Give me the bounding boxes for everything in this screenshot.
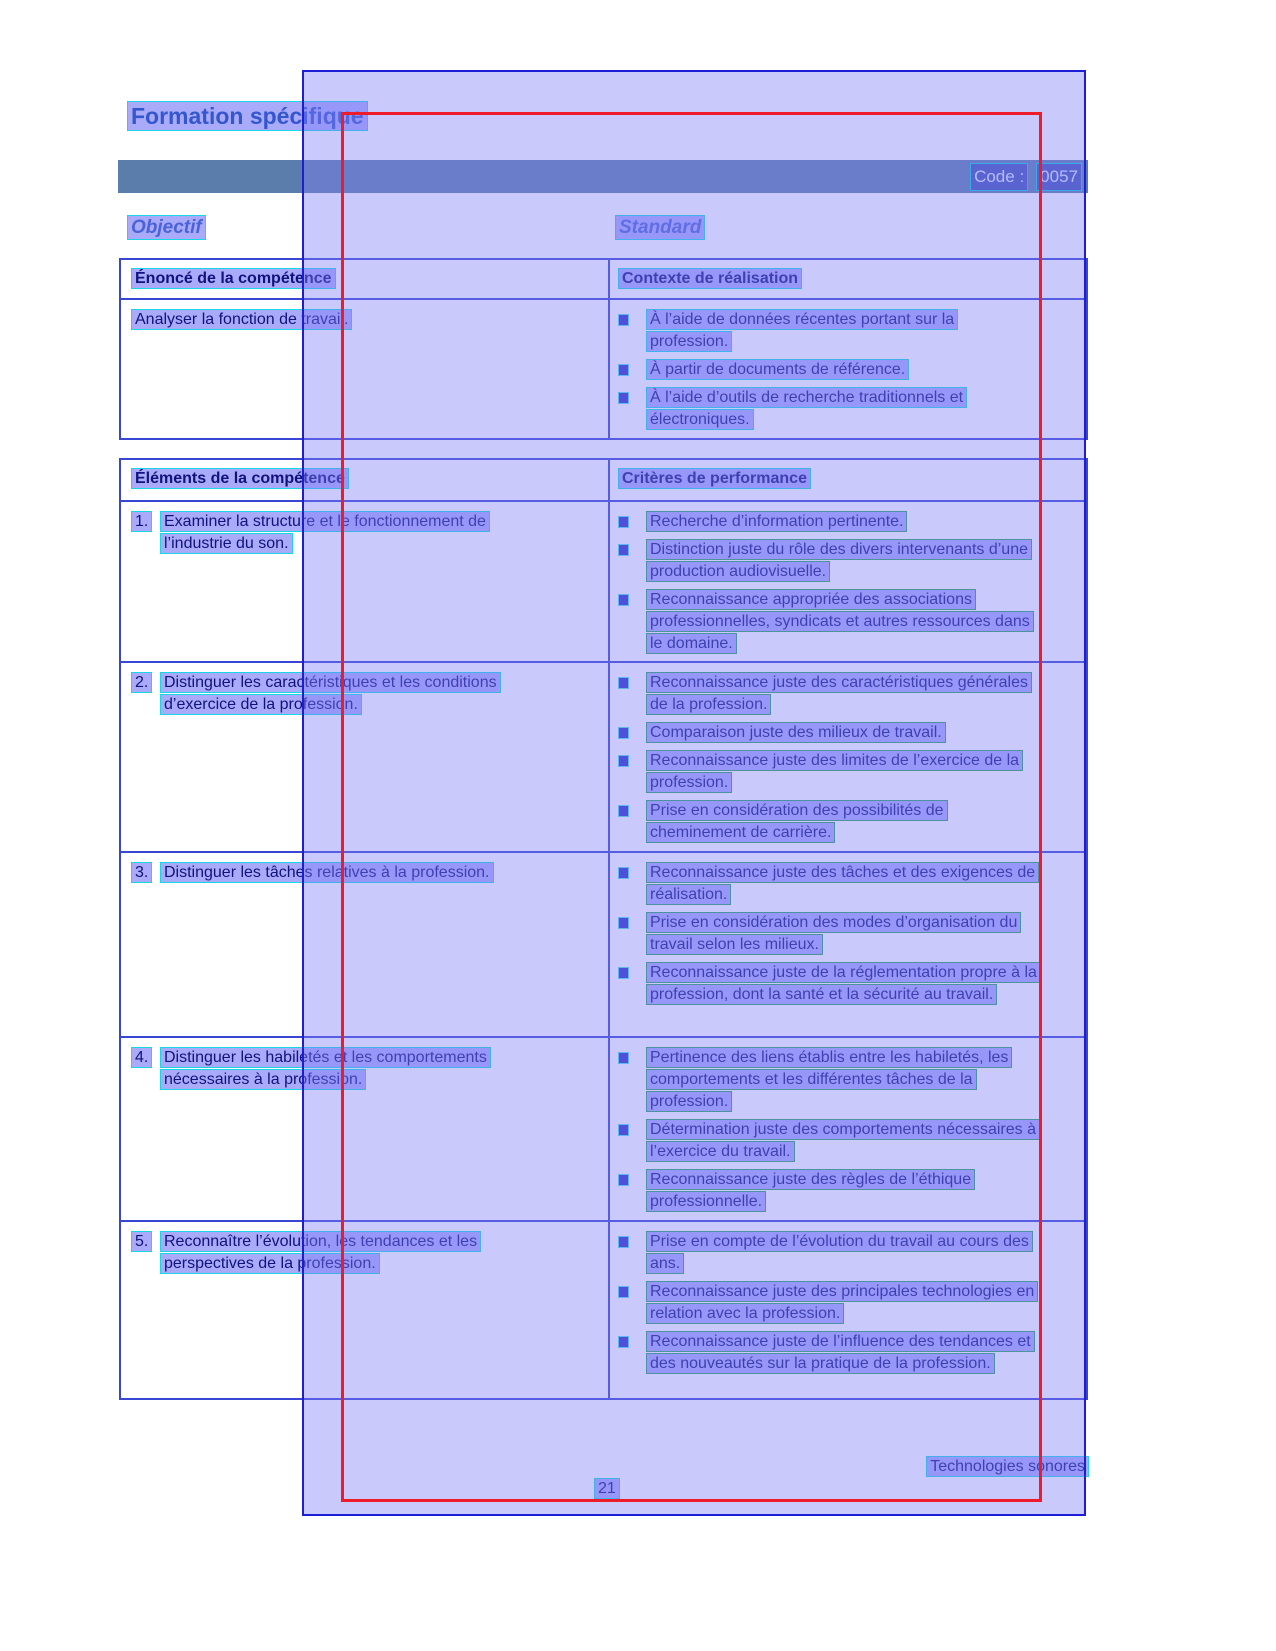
table-header-cell bbox=[132, 268, 335, 290]
bullet-text: Comparaison juste des milieux de travail. bbox=[647, 723, 945, 742]
bullet-item bbox=[619, 359, 1081, 381]
competence-statement-table bbox=[119, 258, 1088, 440]
bullet-square-icon bbox=[619, 728, 628, 738]
item-number bbox=[132, 1047, 161, 1091]
bullet-item bbox=[619, 387, 1081, 431]
item-number bbox=[132, 862, 161, 884]
criteria-cell bbox=[619, 862, 1081, 1012]
item-number-text: 5. bbox=[132, 1232, 151, 1251]
bullet-square-icon bbox=[619, 1125, 628, 1135]
bullet-square-icon bbox=[619, 365, 628, 375]
bullet-square-icon bbox=[619, 1287, 628, 1297]
footer-program-name bbox=[927, 1456, 1088, 1478]
bullet-square-icon bbox=[619, 868, 628, 878]
bullet-text: Reconnaissance juste des limites de l’exercice de la profession. bbox=[647, 751, 1022, 792]
bullet-item bbox=[619, 1169, 1081, 1213]
bullet-text: À l’aide d’outils de recherche traditionnels et électroniques. bbox=[647, 388, 966, 429]
page-title-text: Formation spécifique bbox=[128, 102, 367, 130]
bullet-text: Distinction juste du rôle des divers intervenants d’une production audiovisuelle. bbox=[647, 540, 1031, 581]
page-number bbox=[595, 1478, 619, 1500]
element-text: Examiner la structure et le fonctionnement de l’industrie du son. bbox=[161, 512, 489, 553]
statement-cell bbox=[132, 309, 602, 331]
bullet-item bbox=[619, 1231, 1081, 1275]
bullet-square-icon bbox=[619, 968, 628, 978]
element-cell bbox=[132, 672, 602, 716]
bullet-square-icon bbox=[619, 918, 628, 928]
item-number-text: 2. bbox=[132, 673, 151, 692]
bullet-text: Reconnaissance juste des caractéristiques générales de la profession. bbox=[647, 673, 1031, 714]
bullet-square-icon bbox=[619, 756, 628, 766]
table-row bbox=[121, 1222, 1086, 1399]
criteria-cell bbox=[619, 1047, 1081, 1219]
table-row bbox=[121, 300, 1086, 438]
element-cell bbox=[132, 862, 602, 884]
header-elements: Éléments de la compétence bbox=[132, 469, 348, 488]
competence-elements-table bbox=[119, 458, 1088, 1400]
bullet-square-icon bbox=[619, 595, 628, 605]
bullet-text: Reconnaissance juste des règles de l’éthique professionnelle. bbox=[647, 1170, 974, 1211]
bullet-item bbox=[619, 672, 1081, 716]
bullet-text: Détermination juste des comportements nécessaires à l’exercice du travail. bbox=[647, 1120, 1039, 1161]
bullet-item bbox=[619, 800, 1081, 844]
bullet-item bbox=[619, 1047, 1081, 1113]
item-number-text: 3. bbox=[132, 863, 151, 882]
header-criteres: Critères de performance bbox=[619, 469, 810, 488]
bullet-text: Prise en compte de l’évolution du travail au cours des ans. bbox=[647, 1232, 1032, 1273]
element-cell bbox=[132, 511, 602, 555]
item-number bbox=[132, 672, 161, 716]
code-bar bbox=[118, 160, 1088, 193]
bullet-square-icon bbox=[619, 545, 628, 555]
objectif-heading-text: Objectif bbox=[128, 216, 205, 239]
bullet-square-icon bbox=[619, 806, 628, 816]
header-enonce: Énoncé de la compétence bbox=[132, 269, 335, 288]
header-contexte: Contexte de réalisation bbox=[619, 269, 801, 288]
code-label: Code : bbox=[971, 164, 1027, 190]
bullet-item bbox=[619, 962, 1081, 1006]
bullet-item bbox=[619, 750, 1081, 794]
table-row bbox=[121, 502, 1086, 663]
bullet-item bbox=[619, 1281, 1081, 1325]
table-header-row bbox=[121, 260, 1086, 300]
bullet-item bbox=[619, 912, 1081, 956]
bullet-text: Pertinence des liens établis entre les habiletés, les comportements et les différentes tâches de la profession. bbox=[647, 1048, 1011, 1111]
bullet-square-icon bbox=[619, 1237, 628, 1247]
statement-text: Analyser la fonction de travail. bbox=[132, 310, 351, 329]
footer-program-text: Technologies sonores bbox=[927, 1457, 1088, 1476]
bullet-text: Prise en considération des modes d’organisation du travail selon les milieux. bbox=[647, 913, 1020, 954]
bullet-text: Reconnaissance appropriée des associations professionnelles, syndicats et autres ressources dans le domaine. bbox=[647, 590, 1033, 653]
bullet-item bbox=[619, 862, 1081, 906]
item-number-text: 1. bbox=[132, 512, 151, 531]
table-header-row bbox=[121, 460, 1086, 502]
element-cell bbox=[132, 1231, 602, 1275]
code-value: 0057 bbox=[1037, 164, 1081, 190]
bullet-square-icon bbox=[619, 1337, 628, 1347]
item-number-text: 4. bbox=[132, 1048, 151, 1067]
element-text: Distinguer les habiletés et les comportements nécessaires à la profession. bbox=[161, 1048, 490, 1089]
bullet-text: Reconnaissance juste de la réglementation propre à la profession, dont la santé et la sécurité au travail. bbox=[647, 963, 1040, 1004]
table-header-cell bbox=[132, 468, 348, 490]
element-cell bbox=[132, 1047, 602, 1091]
bullet-square-icon bbox=[619, 393, 628, 403]
bullet-item bbox=[619, 539, 1081, 583]
bullet-text: Reconnaissance juste de l’influence des tendances et des nouveautés sur la pratique de la profession. bbox=[647, 1332, 1034, 1373]
bullet-item bbox=[619, 589, 1081, 655]
item-number bbox=[132, 511, 161, 555]
element-text: Reconnaître l’évolution, les tendances et les perspectives de la profession. bbox=[161, 1232, 480, 1273]
bullet-square-icon bbox=[619, 315, 628, 325]
bullet-square-icon bbox=[619, 678, 628, 688]
table-row bbox=[121, 853, 1086, 1038]
bullet-text: À partir de documents de référence. bbox=[647, 360, 908, 379]
table-row bbox=[121, 1038, 1086, 1222]
bullet-item bbox=[619, 511, 1081, 533]
criteria-cell bbox=[619, 672, 1081, 850]
criteria-cell bbox=[619, 511, 1081, 661]
criteria-cell bbox=[619, 1231, 1081, 1381]
standard-heading-text: Standard bbox=[616, 216, 704, 239]
bullet-text: Reconnaissance juste des principales technologies en relation avec la profession. bbox=[647, 1282, 1037, 1323]
table-header-cell bbox=[619, 468, 810, 490]
bullet-item bbox=[619, 722, 1081, 744]
bullet-square-icon bbox=[619, 1175, 628, 1185]
bullet-text: Reconnaissance juste des tâches et des exigences de réalisation. bbox=[647, 863, 1038, 904]
bullet-square-icon bbox=[619, 1053, 628, 1063]
bullet-item bbox=[619, 1331, 1081, 1375]
context-cell bbox=[619, 309, 1081, 437]
table-row bbox=[121, 663, 1086, 853]
bullet-text: Recherche d’information pertinente. bbox=[647, 512, 906, 531]
element-text: Distinguer les tâches relatives à la profession. bbox=[161, 863, 493, 882]
bullet-item bbox=[619, 309, 1081, 353]
item-number bbox=[132, 1231, 161, 1275]
bullet-text: Prise en considération des possibilités de cheminement de carrière. bbox=[647, 801, 947, 842]
bullet-item bbox=[619, 1119, 1081, 1163]
objectif-heading bbox=[128, 215, 205, 241]
page-number-text: 21 bbox=[595, 1479, 619, 1498]
standard-heading bbox=[616, 215, 704, 241]
bullet-square-icon bbox=[619, 517, 628, 527]
bullet-text: À l’aide de données récentes portant sur la profession. bbox=[647, 310, 957, 351]
element-text: Distinguer les caractéristiques et les conditions d’exercice de la profession. bbox=[161, 673, 500, 714]
page-title bbox=[128, 101, 367, 131]
table-header-cell bbox=[619, 268, 801, 290]
code-field bbox=[971, 164, 1081, 190]
